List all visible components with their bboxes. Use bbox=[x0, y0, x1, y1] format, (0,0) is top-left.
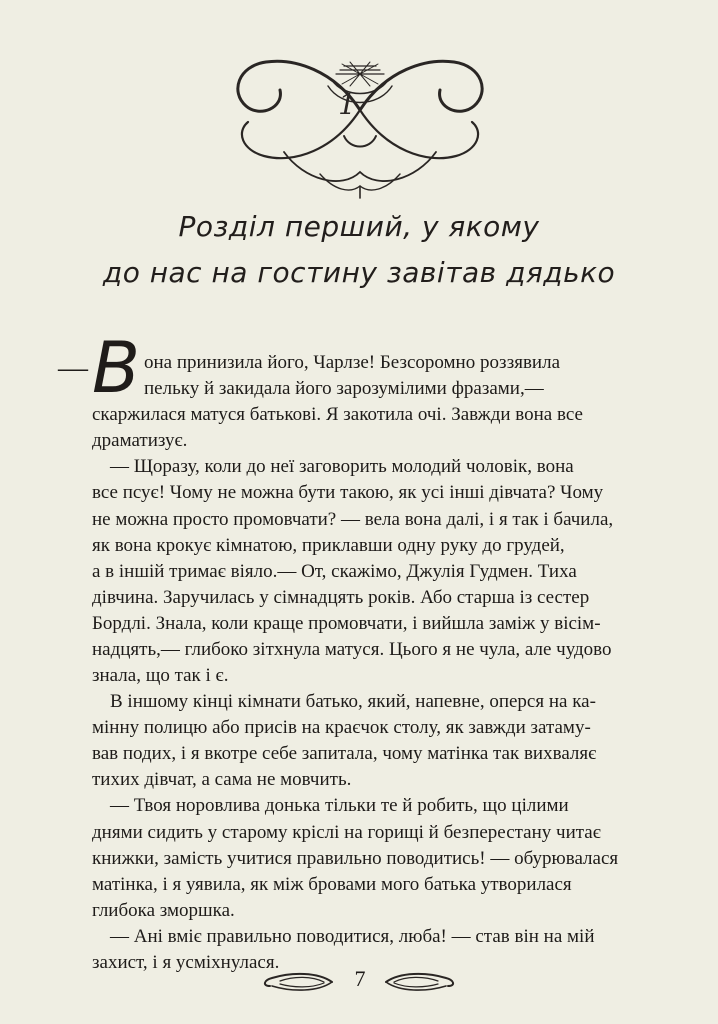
text-line: тихих дівчат, а сама не мовчить. bbox=[92, 769, 352, 791]
text-line: захист, і я усміхнулася. bbox=[92, 952, 280, 973]
text-line: мінну полицю або присів на краєчок столу, як завжди затаму- bbox=[92, 717, 591, 739]
text-line: — Щоразу, коли до неї заговорить молодий чоловік, вона bbox=[110, 456, 574, 478]
page-footer bbox=[0, 962, 718, 1002]
text-line: а в іншій тримає віяло.— От, скажімо, Джулія Гудмен. Тиха bbox=[92, 560, 577, 582]
left-flourish-icon bbox=[258, 970, 334, 994]
text-line: днями сидить у старому кріслі на горищі й безперестану читає bbox=[92, 821, 601, 843]
text-line: надцять,— глибоко зітхнула матуся. Цього я не чула, але чудово bbox=[92, 638, 612, 660]
text-line: — Ані вміє правильно поводитися, люба! — став він на мій bbox=[110, 925, 595, 947]
text-line: пельку й закидала його зарозумілими фразами,— bbox=[144, 378, 544, 400]
text-line: матінка, і я уявила, як між бровами мого батька утворилася bbox=[92, 873, 572, 895]
chapter-title-line-1: Розділ перший, у якому bbox=[178, 210, 540, 243]
right-flourish-icon bbox=[384, 970, 460, 994]
page-number: 7 bbox=[354, 966, 366, 991]
text-line: глибока зморшка. bbox=[92, 899, 235, 921]
dialogue-dash: — bbox=[58, 351, 88, 384]
text-line: все псує! Чому не можна бути такою, як усі інші дівчата? Чому bbox=[92, 482, 604, 504]
chapter-ornament-icon bbox=[224, 40, 496, 204]
text-line: скаржилася матуся батькові. Я закотила очі. Завжди вона все bbox=[92, 404, 583, 426]
text-line: як вона крокує кімнатою, приклавши одну руку до грудей, bbox=[92, 534, 565, 556]
text-line: не можна просто промовчати? — вела вона далі, і я так і бачила, bbox=[92, 508, 614, 530]
chapter-title-line-2: до нас на гостину завітав дядько bbox=[102, 256, 616, 289]
text-line: книжки, замість учитися правильно поводитись! — обурювалася bbox=[92, 847, 619, 869]
text-line: вав подих, і я вкотре себе запитала, чому матінка так вихваляє bbox=[92, 743, 597, 765]
text-line: драматизує. bbox=[92, 430, 188, 452]
text-line: дівчина. Заручилась у сімнадцять років. Або старша із сестер bbox=[92, 586, 590, 608]
text-line: В іншому кінці кімнати батько, який, напевне, оперся на ка- bbox=[110, 691, 596, 713]
drop-cap: В bbox=[92, 327, 141, 409]
text-line: — Твоя норовлива донька тільки те й робить, що цілими bbox=[110, 795, 569, 817]
text-line: знала, що так і є. bbox=[92, 665, 229, 687]
chapter-number: 1 bbox=[338, 88, 356, 121]
text-line: она принизила його, Чарлзе! Безсоромно роззявила bbox=[144, 352, 561, 373]
text-line: Бордлі. Знала, коли краще промовчати, і вийшла заміж у вісім- bbox=[92, 612, 601, 634]
